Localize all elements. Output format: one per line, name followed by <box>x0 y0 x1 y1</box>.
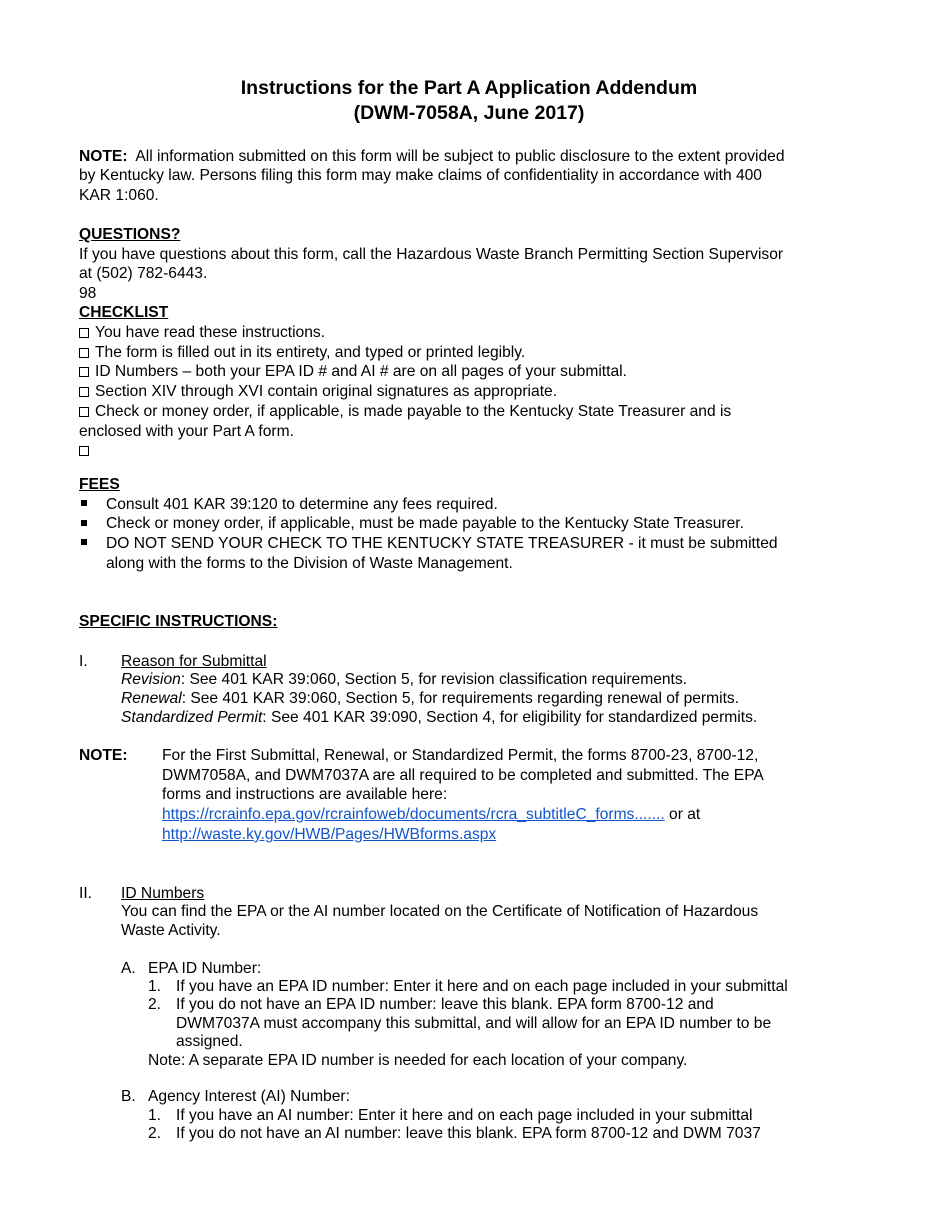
fees-item-continuation: along with the forms to the Division of Waste Management. <box>106 555 513 572</box>
fees-item: DO NOT SEND YOUR CHECK TO THE KENTUCKY STATE TREASURER - it must be submitted <box>106 535 778 552</box>
checklist-item-label: ID Numbers – both your EPA ID # and AI # are on all pages of your submittal. <box>95 363 627 380</box>
questions-line2: at (502) 782-6443. <box>79 265 208 282</box>
bullet-icon <box>81 520 87 526</box>
subsection-a-title: EPA ID Number: <box>148 960 262 977</box>
checkbox[interactable] <box>79 367 89 377</box>
fees-item: Consult 401 KAR 39:120 to determine any fees required. <box>106 496 498 513</box>
revision-label: Revision <box>121 671 181 688</box>
checkbox[interactable] <box>79 446 89 456</box>
standardized-line <box>121 708 757 728</box>
section-2-numeral: II. <box>79 885 92 902</box>
checklist-item-empty <box>79 441 95 461</box>
section-1-title: Reason for Submittal <box>121 653 267 670</box>
checklist-item <box>79 323 325 343</box>
checklist-item-label: You have read these instructions. <box>95 324 326 341</box>
note-text-1: All information submitted on this form will be subject to public disclosure to the extent provided <box>135 148 785 165</box>
a-item2-line3: assigned. <box>176 1033 243 1050</box>
subsection-a-letter: A. <box>121 960 136 977</box>
fees-heading: FEES <box>79 476 120 493</box>
checklist-item <box>79 343 525 363</box>
checkbox[interactable] <box>79 328 89 338</box>
epa-forms-link[interactable]: https://rcrainfo.epa.gov/rcrainfoweb/documents/rcra_subtitleC_forms....... <box>162 806 665 823</box>
questions-heading: QUESTIONS? <box>79 226 181 243</box>
renewal-label: Renewal <box>121 690 182 707</box>
questions-line1: If you have questions about this form, call the Hazardous Waste Branch Permitting Section Supervisor <box>79 246 784 263</box>
standardized-text: : See 401 KAR 39:090, Section 4, for eligibility for standardized permits. <box>262 709 758 726</box>
revision-text: : See 401 KAR 39:060, Section 5, for revision classification requirements. <box>180 671 688 688</box>
renewal-text: : See 401 KAR 39:060, Section 5, for requirements regarding renewal of permits. <box>181 690 740 707</box>
bullet-icon <box>81 500 87 506</box>
a-item2-line1: If you do not have an EPA ID number: leave this blank. EPA form 8700-12 and <box>176 996 714 1013</box>
document-title-line1: Instructions for the Part A Application Addendum <box>240 77 698 99</box>
a-item2-number: 2. <box>148 996 162 1013</box>
checklist-item-continuation: enclosed with your Part A form. <box>79 423 294 440</box>
checkbox[interactable] <box>79 407 89 417</box>
note2-links-line <box>162 805 700 825</box>
checkbox[interactable] <box>79 348 89 358</box>
checklist-item-label: The form is filled out in its entirety, and typed or printed legibly. <box>95 344 526 361</box>
standardized-label: Standardized Permit <box>121 709 263 726</box>
note-line1 <box>79 147 785 167</box>
b-item1-text: If you have an AI number: Enter it here and on each page included in your submittal <box>176 1107 753 1124</box>
subsection-b-title: Agency Interest (AI) Number: <box>148 1088 350 1105</box>
checklist-item-label: Check or money order, if applicable, is made payable to the Kentucky State Treasurer and is <box>95 403 732 420</box>
b-item1-number: 1. <box>148 1107 162 1124</box>
a-note: Note: A separate EPA ID number is needed for each location of your company. <box>148 1052 688 1069</box>
specific-instructions-heading: SPECIFIC INSTRUCTIONS: <box>79 613 278 630</box>
fees-item: Check or money order, if applicable, must be made payable to the Kentucky State Treasurer. <box>106 515 744 532</box>
note2-line3: forms and instructions are available here: <box>162 786 448 803</box>
section-2-line1: You can find the EPA or the AI number located on the Certificate of Notification of Hazardous <box>121 903 759 920</box>
b-item2-number: 2. <box>148 1125 162 1142</box>
b-item2-line1: If you do not have an AI number: leave this blank. EPA form 8700-12 and DWM 7037 <box>176 1125 761 1142</box>
a-item2-line2: DWM7037A must accompany this submittal, and will allow for an EPA ID number to be <box>176 1015 772 1032</box>
checklist-item <box>79 362 627 382</box>
checkbox[interactable] <box>79 387 89 397</box>
subsection-b-letter: B. <box>121 1088 136 1105</box>
checklist-item <box>79 402 731 422</box>
note-line3: KAR 1:060. <box>79 187 159 204</box>
revision-line <box>121 670 687 690</box>
note2-link2-line <box>162 825 496 845</box>
hwb-forms-link[interactable]: http://waste.ky.gov/HWB/Pages/HWBforms.aspx <box>162 826 497 843</box>
renewal-line <box>121 689 739 709</box>
section-1-numeral: I. <box>79 653 88 670</box>
checklist-item <box>79 382 557 402</box>
a-item1-text: If you have an EPA ID number: Enter it here and on each page included in your submittal <box>176 978 788 995</box>
note-label: NOTE: <box>79 148 128 165</box>
note2-line1: For the First Submittal, Renewal, or Standardized Permit, the forms 8700-23, 8700-12, <box>162 747 759 764</box>
note2-line2: DWM7058A, and DWM7037A are all required to be completed and submitted. The EPA <box>162 767 764 784</box>
note-line2: by Kentucky law. Persons filing this form may make claims of confidentiality in accordance with 400 <box>79 167 762 184</box>
link-suffix: or at <box>664 806 701 823</box>
note2-label: NOTE: <box>79 747 128 764</box>
document-title-line2: (DWM-7058A, June 2017) <box>353 102 585 124</box>
bullet-icon <box>81 539 87 545</box>
a-item1-number: 1. <box>148 978 162 995</box>
checklist-item-label: Section XIV through XVI contain original signatures as appropriate. <box>95 383 558 400</box>
checklist-heading: CHECKLIST <box>79 304 169 321</box>
section-2-line2: Waste Activity. <box>121 922 221 939</box>
stray-number: 98 <box>79 285 97 302</box>
section-2-title: ID Numbers <box>121 885 205 902</box>
